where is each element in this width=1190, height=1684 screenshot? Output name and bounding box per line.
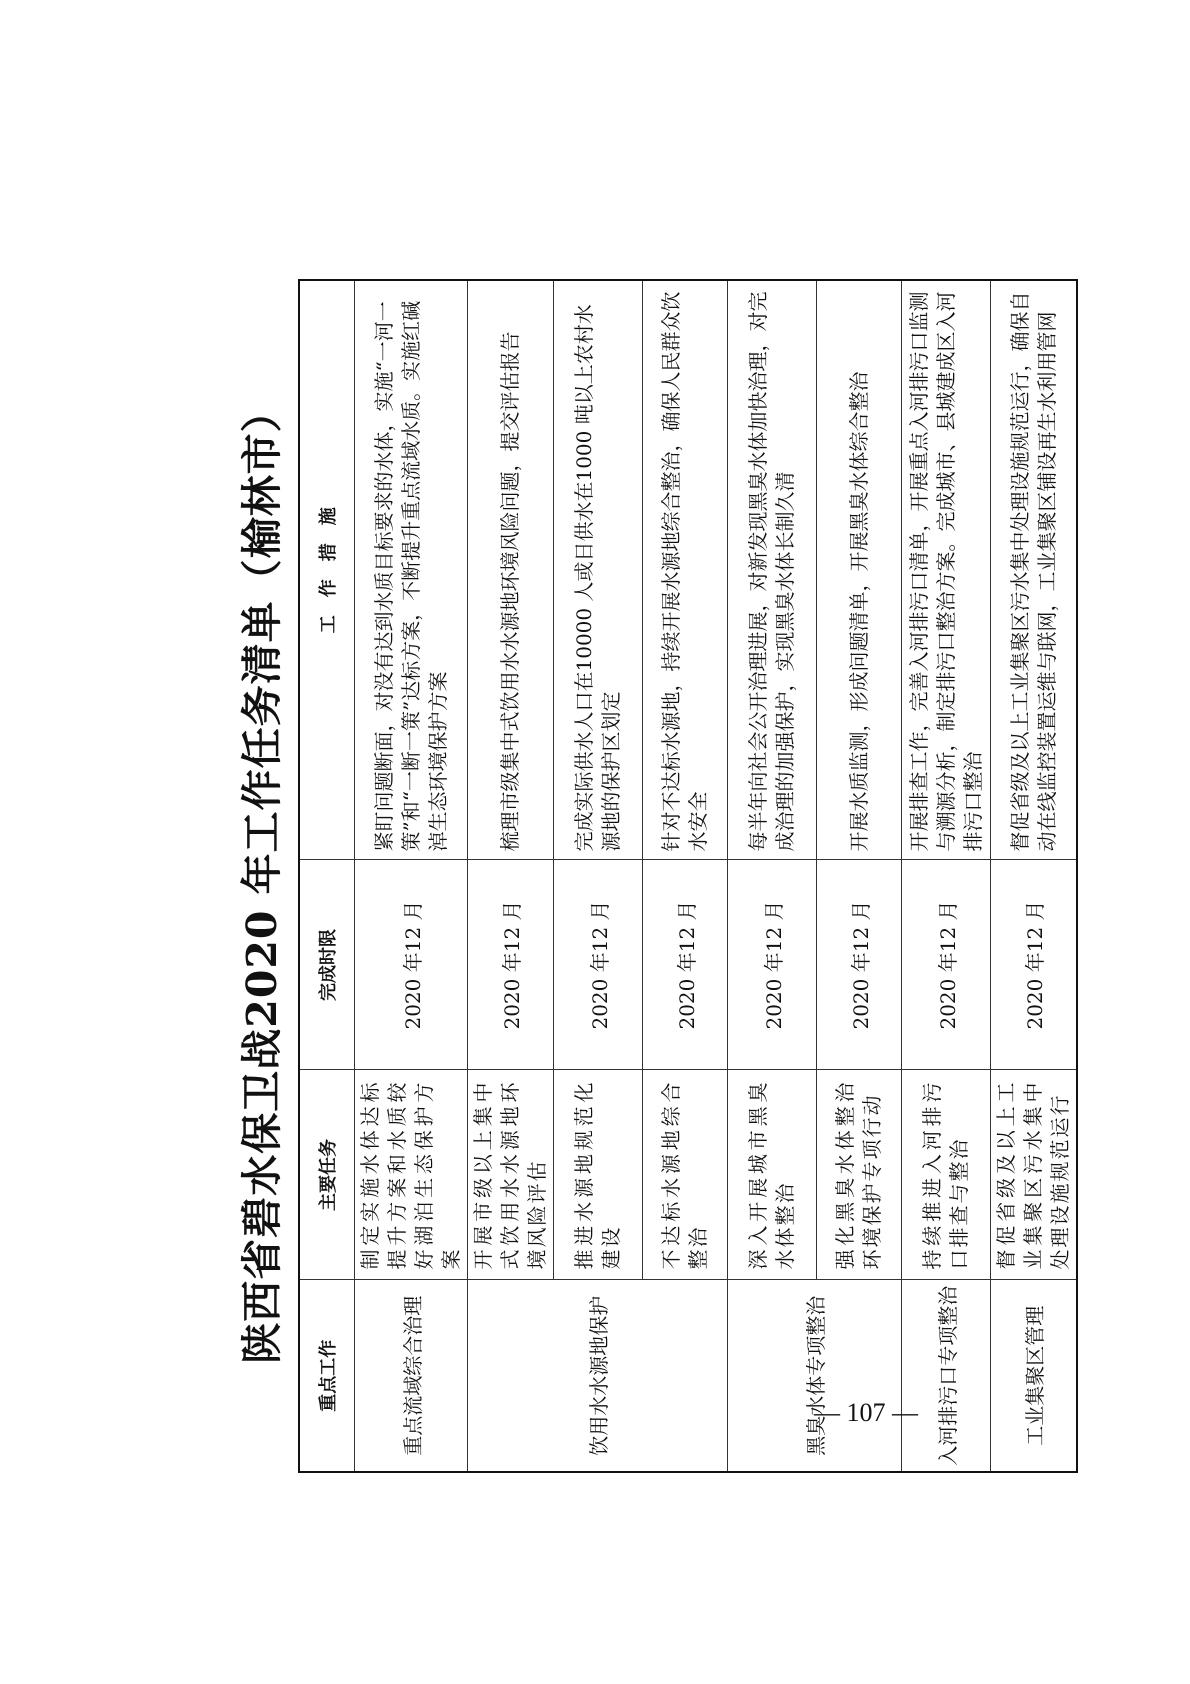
main-task-cell: 督促省级及以上工业集聚区污水集中处理设施规范运行 bbox=[991, 1070, 1078, 1280]
group-key-work: 饮用水水源地保护 bbox=[468, 1280, 728, 1472]
deadline-cell: 2020 年12 月 bbox=[902, 860, 991, 1070]
main-task-cell: 制定实施水体达标提升方案和水质较好湖泊生态保护方案 bbox=[355, 1070, 468, 1280]
rotated-page-content bbox=[230, 281, 1087, 1473]
main-task-cell: 深入开展城市黑臭水体整治 bbox=[728, 1070, 817, 1280]
measure-cell: 每半年向社会公开治理进展，对新发现黑臭水体加快治理，对完成治理的加强保护，实现黑臭水体长制久清 bbox=[728, 280, 817, 860]
main-task-cell: 推进水源地规范化建设 bbox=[554, 1070, 643, 1280]
header-deadline: 完成时限 bbox=[299, 860, 355, 1070]
deadline-cell: 2020 年12 月 bbox=[355, 860, 468, 1070]
group-key-work: 工业集聚区管理 bbox=[991, 1280, 1078, 1472]
group-key-work: 入河排污口专项整治 bbox=[902, 1280, 991, 1472]
table-row bbox=[902, 280, 991, 1472]
header-main-task: 主要任务 bbox=[299, 1070, 355, 1280]
measure-cell: 完成实际供水人口在10000 人或日供水在1000 吨以上农村水源地的保护区划定 bbox=[554, 280, 643, 860]
table-row bbox=[468, 280, 554, 1472]
deadline-cell: 2020 年12 月 bbox=[991, 860, 1078, 1070]
main-task-cell: 开展市级以上集中式饮用水水源地环境风险评估 bbox=[468, 1070, 554, 1280]
header-measures: 工 作 措 施 bbox=[299, 280, 355, 860]
measure-cell: 针对不达标水源地，持续开展水源地综合整治，确保人民群众饮水安全 bbox=[643, 280, 728, 860]
measure-cell: 开展水质监测，形成问题清单，开展黑臭水体综合整治 bbox=[817, 280, 902, 860]
deadline-cell: 2020 年12 月 bbox=[643, 860, 728, 1070]
deadline-cell: 2020 年12 月 bbox=[817, 860, 902, 1070]
measure-cell: 督促省级及以上工业集聚区污水集中处理设施规范运行，确保自动在线监控装置运维与联网，工业集聚区铺设再生水利用管网 bbox=[991, 280, 1078, 860]
group-key-work: 重点流域综合治理 bbox=[355, 1280, 468, 1472]
table-row bbox=[355, 280, 468, 1472]
document-title: 陕西省碧水保卫战2020 年工作任务清单（榆林市） bbox=[238, 390, 286, 1364]
table-row bbox=[728, 280, 817, 1472]
deadline-cell: 2020 年12 月 bbox=[468, 860, 554, 1070]
page-number: — 107 — bbox=[814, 1398, 918, 1427]
group-key-work: 黑臭水体专项整治 bbox=[728, 1280, 902, 1472]
table-header-row bbox=[299, 280, 355, 1472]
main-task-cell: 持续推进入河排污口排查与整治 bbox=[902, 1070, 991, 1280]
deadline-cell: 2020 年12 月 bbox=[728, 860, 817, 1070]
main-task-cell: 不达标水源地综合整治 bbox=[643, 1070, 728, 1280]
table-row bbox=[991, 280, 1078, 1472]
measure-cell: 开展排查工作，完善入河排污口清单，开展重点入河排污口监测与溯源分析，制定排污口整治方案。完成城市、县城建成区入河排污口整治 bbox=[902, 280, 991, 860]
measure-cell: 紧盯问题断面，对没有达到水质目标要求的水体，实施“一河一策”和“一断一策”达标方案，不断提升重点流域水质。实施红碱淖生态环境保护方案 bbox=[355, 280, 468, 860]
header-key-work: 重点工作 bbox=[299, 1280, 355, 1472]
deadline-cell: 2020 年12 月 bbox=[554, 860, 643, 1070]
measure-cell: 梳理市级集中式饮用水水源地环境风险问题，提交评估报告 bbox=[468, 280, 554, 860]
task-table bbox=[298, 279, 1078, 1473]
main-task-cell: 强化黑臭水体整治环境保护专项行动 bbox=[817, 1070, 902, 1280]
